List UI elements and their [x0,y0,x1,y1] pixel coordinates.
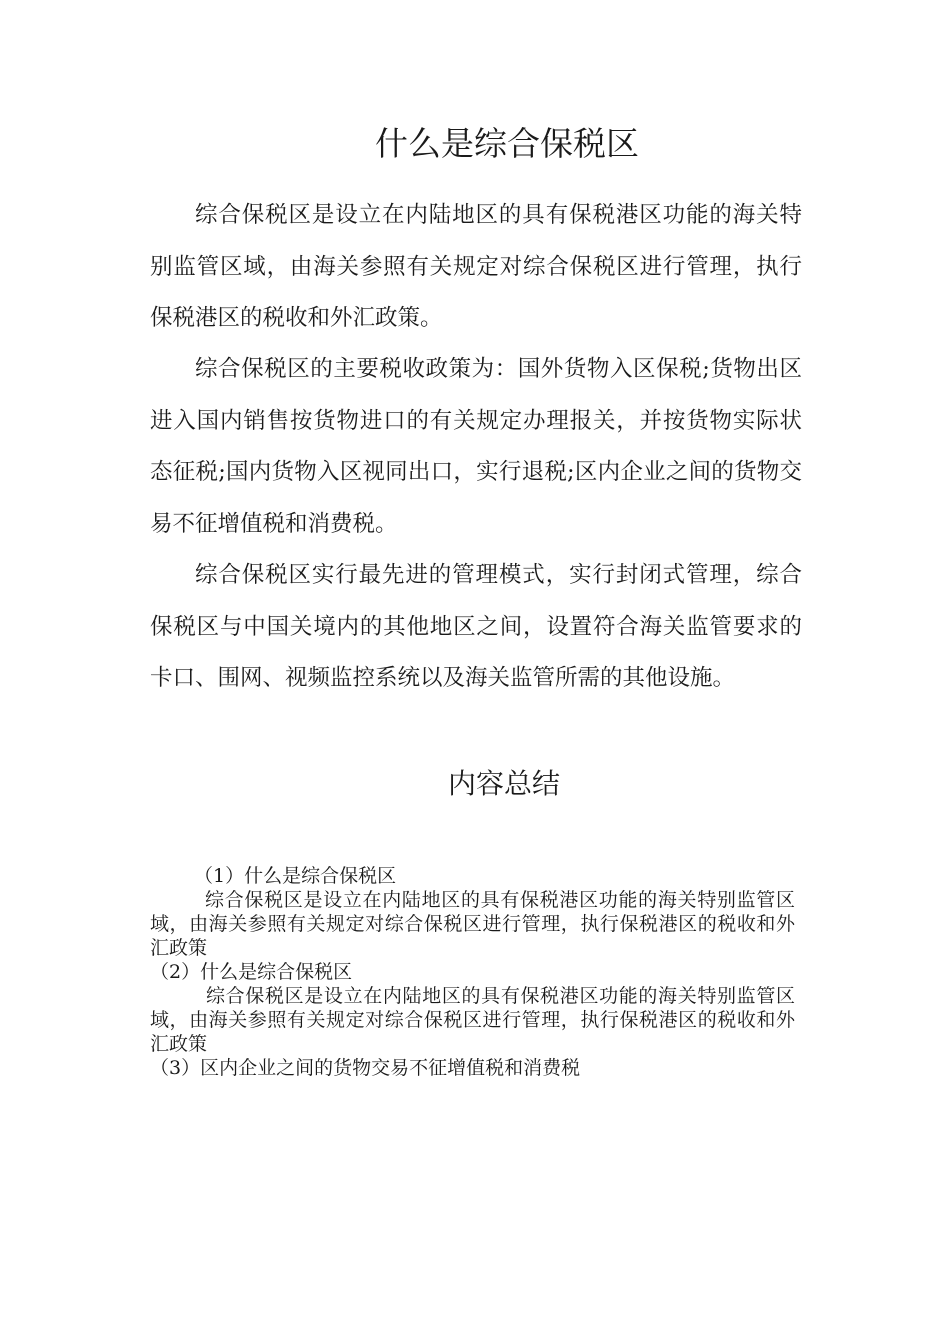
summary-title: 内容总结 [447,767,560,800]
summary-item-1-text: 综合保税区是设立在内陆地区的具有保税港区功能的海关特别监管区域，由海关参照有关规定对综合保税区进行管理，执行保税港区的税收和外汇政策 [150,889,795,959]
body-paragraph-2: 综合保税区的主要税收政策为：国外货物入区保税;货物出区进入国内销售按货物进口的有关规定办理报关，并按货物实际状态征税;国内货物入区视同出口，实行退税;区内企业之间的货物交易不征增值税和消费税。 [150,356,802,537]
summary-item-2-text: 综合保税区是设立在内陆地区的具有保税港区功能的海关特别监管区域，由海关参照有关规定对综合保税区进行管理，执行保税港区的税收和外汇政策 [150,985,795,1055]
summary-item-3-heading: （3）区内企业之间的货物交易不征增值税和消费税 [150,1057,581,1079]
summary-item-1-heading: （1）什么是综合保税区 [194,865,397,887]
body-paragraph-3: 综合保税区实行最先进的管理模式，实行封闭式管理，综合保税区与中国关境内的其他地区之间，设置符合海关监管要求的卡口、围网、视频监控系统以及海关监管所需的其他设施。 [150,562,802,691]
summary-item-2-heading: （2）什么是综合保税区 [150,961,353,983]
body-paragraph-1: 综合保税区是设立在内陆地区的具有保税港区功能的海关特别监管区域，由海关参照有关规定对综合保税区进行管理，执行保税港区的税收和外汇政策。 [150,202,802,331]
page-title: 什么是综合保税区 [375,124,639,163]
summary-section [150,864,795,1080]
